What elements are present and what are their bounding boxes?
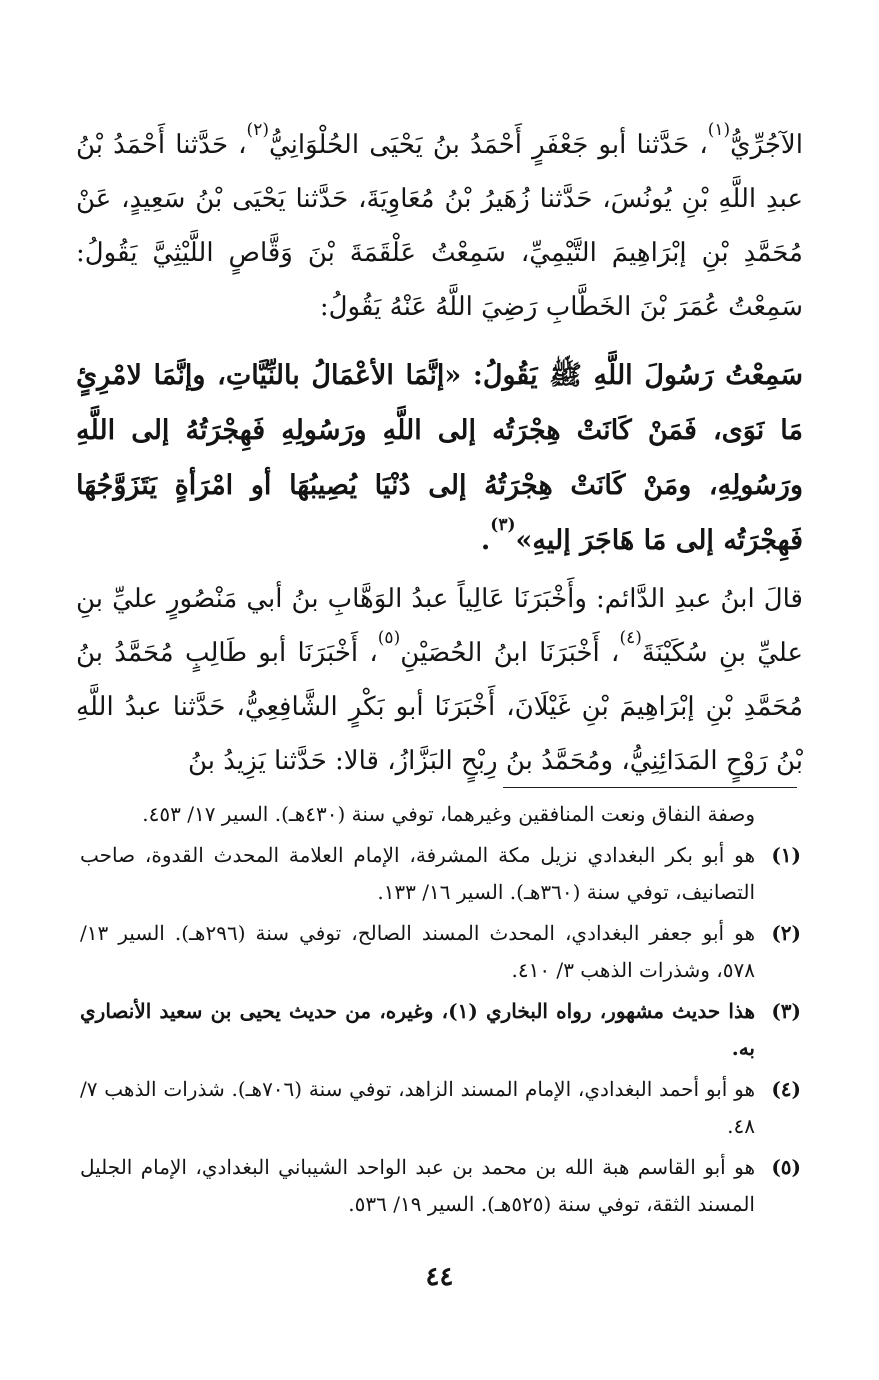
paragraph-text: .	[480, 525, 491, 556]
footnote-item	[80, 915, 801, 989]
footnote-item	[80, 993, 801, 1067]
footnote-item	[80, 1071, 801, 1145]
footnote-text: هذا حديث مشهور، رواه البخاري (١)، وغيره، من حديث يحيى بن سعيد الأنصاري به.	[80, 999, 755, 1060]
footnote-text: هو أبو جعفر البغدادي، المحدث المسند الصالح، توفي سنة (٢٩٦هـ). السير ١٣/ ٥٧٨، وشذرات الذهب ٣/ ٤١٠.	[80, 921, 755, 982]
page-number: ٤٤	[425, 1262, 454, 1292]
footnote-reference[interactable]: (٣)	[490, 515, 516, 535]
body-paragraph-isnad	[76, 118, 803, 334]
body-paragraph-second-isnad	[76, 572, 803, 788]
footnote-reference[interactable]: (٢)	[246, 120, 269, 140]
paragraph-text: قالَ ابنُ عبدِ الدَّائم: وأَخْبَرَنَا عَالِياً عبدُ الوَهَّابِ بنُ أبي مَنْصُورٍ عليِّ بنِ عليِّ بنِ سُكَيْنَةَ	[76, 584, 803, 668]
footnote-number: (٤)	[771, 1077, 801, 1101]
footnote-reference[interactable]: (٤)	[619, 628, 642, 648]
footnote-text: وصفة النفاق ونعت المنافقين وغيرهما، توفي سنة (٤٣٠هـ). السير ١٧/ ٤٥٣.	[142, 802, 755, 826]
footnote-number: (٥)	[771, 1155, 801, 1179]
paragraph-text: الآجُرِّيُّ	[730, 130, 803, 160]
paragraph-text: ، حَدَّثنا أَحْمَدُ بْنُ عبدِ اللَّهِ بْنِ يُونُسَ، حَدَّثنا زُهَيرُ بْنُ مُعَاوِيَةَ، حَدَّثنا يَحْيَى بْنُ سَعِيدٍ، عَنْ مُحَمَّدِ بْنِ إبْرَاهِيمَ التَّيْمِيِّ، سَمِعْتُ عَلْقَمَةَ بْنَ وَقَّاصٍ اللَّيْثِيَّ يَقُولُ: سَمِعْتُ عُمَرَ بْنَ الخَطَّابِ رَضِيَ اللَّهُ عَنْهُ يَقُولُ:	[76, 130, 803, 322]
footnote-reference[interactable]: (٥)	[377, 628, 401, 648]
body-paragraph-hadith	[76, 348, 803, 568]
footnote-divider	[503, 787, 797, 788]
footnote-number: (٢)	[771, 921, 801, 945]
footnote-item	[80, 1149, 801, 1223]
hadith-text: سَمِعْتُ رَسُولَ اللَّهِ ﷺ يَقُولُ: «إنَّمَا الأعْمَالُ بالنِّيَّاتِ، وإنَّمَا لامْرِئٍ مَا نَوَى، فَمَنْ كَانَتْ هِجْرَتُه إلى اللَّهِ ورَسُولِهِ فَهِجْرَتُهُ إلى اللَّهِ ورَسُولِهِ، ومَنْ كَانَتْ هِجْرَتُهُ إلى دُنْيَا يُصِيبُهَا أو امْرَأةٍ يَتَزَوَّجُهَا فَهِجْرَتُه إلى مَا هَاجَرَ إليهِ»	[76, 360, 803, 556]
footnote-text: هو أبو أحمد البغدادي، الإمام المسند الزاهد، توفي سنة (٧٠٦هـ). شذرات الذهب ٧/ ٤٨.	[80, 1077, 755, 1138]
footnote-continuation	[80, 796, 801, 833]
footnote-number: (١)	[771, 843, 801, 867]
paragraph-text: ، أَخْبَرَنَا أبو طَالِبٍ مُحَمَّدُ بنُ مُحَمَّدِ بْنِ إبْرَاهِيمَ بْنِ غَيْلَانَ، أَخْبَرَنَا أبو بَكْرٍ الشَّافِعِيُّ، حَدَّثنا عبدُ اللَّهِ بْنُ رَوْحٍ المَدَائِنِيُّ، ومُحَمَّدُ بنُ رِبْحٍ البَزَّازُ، قالا: حَدَّثنا يَزِيدُ بنُ	[76, 638, 803, 776]
footnote-item	[80, 837, 801, 911]
paragraph-text: ، أَخْبَرَنَا ابنُ الحُصَيْنِ	[400, 638, 620, 668]
footnotes-section	[80, 796, 801, 1227]
footnote-reference[interactable]: (١)	[707, 120, 731, 140]
footnote-number: (٣)	[771, 999, 801, 1023]
footnote-text: هو أبو بكر البغدادي نزيل مكة المشرفة، الإمام العلامة المحدث القدوة، صاحب التصانيف، توفي سنة (٣٦٠هـ). السير ١٦/ ١٣٣.	[80, 843, 755, 904]
paragraph-text: ، حَدَّثنا أبو جَعْفَرٍ أَحْمَدُ بنُ يَحْيَى الحُلْوَانِيُّ	[268, 130, 708, 160]
footnote-text: هو أبو القاسم هبة الله بن محمد بن عبد الواحد الشيباني البغدادي، الإمام الجليل المسند الثقة، توفي سنة (٥٢٥هـ). السير ١٩/ ٥٣٦.	[80, 1155, 755, 1216]
